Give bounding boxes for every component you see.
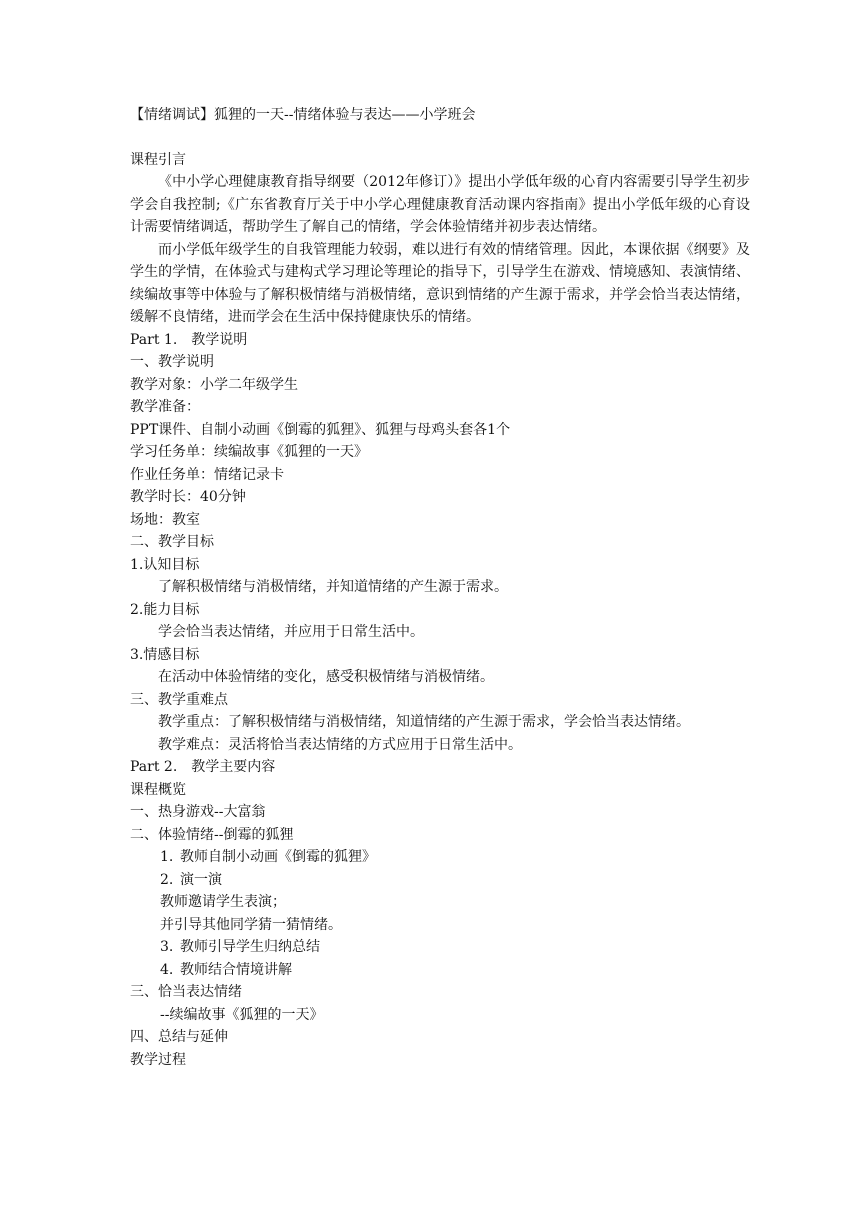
- overview-item-3: [130, 936, 750, 959]
- course-overview: 课程概览: [130, 781, 186, 798]
- goal-ability-text: 学会恰当表达情绪，并应用于日常生活中。: [158, 624, 424, 640]
- overview-item-2-detail-b: 并引导其他同学猜一猜情绪。: [160, 916, 342, 933]
- intro-heading: 课程引言: [130, 151, 186, 168]
- section-goals-heading: 二、教学目标: [130, 534, 214, 550]
- overview-item-1: [130, 846, 750, 869]
- teaching-prep-value: PPT课件、自制小动画《倒霉的狐狸》、狐狸与母鸡头套各1个: [130, 421, 511, 438]
- document-page: [130, 104, 750, 1071]
- item-text: 演一演: [180, 871, 222, 888]
- item-number: 3.: [160, 939, 174, 955]
- goal-cognitive-title: 1.认知目标: [130, 556, 200, 573]
- goal-ability-title: 2.能力目标: [130, 601, 200, 618]
- intro-paragraph-1: 《中小学心理健康教育指导纲要（2012年修订）》提出小学低年级的心育内容需要引导学生初步学会自我控制;《广东省教育厅关于中小学心理健康教育活动课内容指南》提出小学低年级的心育设计需要情绪调适，帮助学生了解自己的情绪，学会体验情绪并初步表达情绪。: [130, 174, 750, 235]
- overview-section-3-sub: --续编故事《狐狸的一天》: [160, 1006, 324, 1023]
- item-number: 2.: [160, 871, 174, 888]
- teaching-target: 教学对象：小学二年级学生: [130, 376, 298, 393]
- overview-section-1: 一、热身游戏--大富翁: [130, 804, 266, 820]
- goal-emotion-title: 3.情感目标: [130, 646, 200, 663]
- learning-task: 学习任务单：续编故事《狐狸的一天》: [130, 444, 368, 460]
- document-title: 【情绪调试】狐狸的一天--情绪体验与表达——小学班会: [130, 107, 476, 123]
- item-number: 4.: [160, 961, 174, 978]
- teaching-duration: 教学时长：40分钟: [130, 489, 246, 505]
- goal-cognitive-text: 了解积极情绪与消极情绪，并知道情绪的产生源于需求。: [158, 579, 508, 595]
- goal-emotion-text: 在活动中体验情绪的变化，感受积极情绪与消极情绪。: [158, 669, 494, 685]
- item-text: 教师自制小动画《倒霉的狐狸》: [180, 849, 376, 865]
- homework-task: 作业任务单：情绪记录卡: [130, 466, 284, 483]
- overview-item-2-detail-a: 教师邀请学生表演；: [160, 894, 286, 910]
- item-number: 1.: [160, 849, 174, 865]
- section-key-points-heading: 三、教学重难点: [130, 691, 228, 708]
- section-teaching-notes-heading: 一、教学说明: [130, 354, 214, 370]
- overview-section-3: 三、恰当表达情绪: [130, 984, 242, 1000]
- teaching-venue: 场地：教室: [130, 511, 200, 528]
- part1-heading: Part 1. 教学说明: [130, 331, 248, 348]
- overview-section-2: 二、体验情绪--倒霉的狐狸: [130, 826, 294, 843]
- intro-paragraph-2: 而小学低年级学生的自我管理能力较弱，难以进行有效的情绪管理。因此，本课依据《纲要》及学生的学情，在体验式与建构式学习理论等理论的指导下，引导学生在游戏、情境感知、表演情绪、续编故事等中体验与了解积极情绪与消极情绪，意识到情绪的产生源于需求，并学会恰当表达情绪，缓解不良情绪，进而学会在生活中保持健康快乐的情绪。: [130, 241, 750, 325]
- part2-heading: Part 2. 教学主要内容: [130, 759, 276, 775]
- difficult-point: 教学难点：灵活将恰当表达情绪的方式应用于日常生活中。: [158, 736, 522, 753]
- overview-item-4: [130, 959, 750, 982]
- key-point: 教学重点：了解积极情绪与消极情绪，知道情绪的产生源于需求，学会恰当表达情绪。: [158, 714, 690, 730]
- item-text: 教师结合情境讲解: [180, 961, 292, 978]
- item-text: 教师引导学生归纳总结: [180, 939, 320, 955]
- overview-item-2: [130, 869, 750, 892]
- teaching-prep-label: 教学准备：: [130, 399, 200, 415]
- overview-section-4: 四、总结与延伸: [130, 1029, 228, 1045]
- teaching-process-heading: 教学过程: [130, 1051, 186, 1068]
